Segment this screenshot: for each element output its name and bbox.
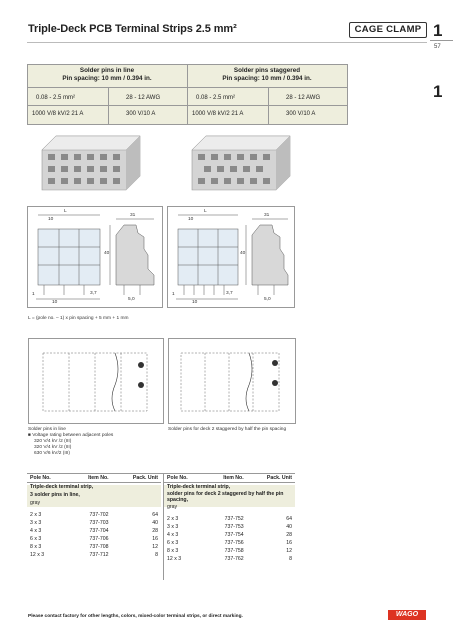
table-row: 2 x 3 737-702 64 <box>30 512 158 518</box>
desc-line: Triple-deck terminal strip, <box>30 484 94 490</box>
voltage-note: ■ Voltage rating between adjacent poles <box>28 433 114 438</box>
table-row: 6 x 3 737-706 16 <box>30 536 158 542</box>
dim-10b: 10 <box>52 300 58 305</box>
dim-50: 5,0 <box>264 297 271 302</box>
product-photo-inline <box>36 130 156 198</box>
dim-length: L <box>204 209 207 214</box>
spec-right-size: 0.08 - 2.5 mm² <box>196 95 236 101</box>
table-row: 4 x 3 737-754 28 <box>167 532 292 538</box>
col-pack: Pack. Unit <box>247 474 295 483</box>
table-row: 3 x 3 737-753 40 <box>167 524 292 530</box>
schematic-inline <box>28 338 164 424</box>
dim-31: 31 <box>264 213 270 218</box>
spec-left-awg: 28 - 12 AWG <box>126 95 161 101</box>
table-row: 12 x 3 737-762 8 <box>167 556 292 562</box>
col-pole: Pole No. <box>164 474 206 483</box>
spec-left-rating: 1000 V/8 kV/2 21 A <box>32 111 84 117</box>
dim-31: 31 <box>130 213 136 218</box>
order-divider <box>163 474 164 580</box>
bullet-icon: ■ <box>28 433 33 438</box>
spec-right-awg: 28 - 12 AWG <box>286 95 321 101</box>
dim-40: 40 <box>240 251 246 256</box>
dim-1: 1 <box>172 292 175 297</box>
tab-divider <box>430 40 453 41</box>
desc-line: 3 solder pins in line, <box>30 492 80 498</box>
chapter-tab-number: 1 <box>433 21 443 40</box>
schematic-right-caption: Solder pins for deck 2 staggered by half the pin spacing <box>168 427 287 432</box>
order-table-right <box>164 474 295 563</box>
dim-10b: 10 <box>192 300 198 305</box>
desc-line: gray <box>30 500 41 506</box>
wago-logo: WAGO <box>388 610 426 620</box>
spec-rule <box>28 105 347 106</box>
dim-37: 3,7 <box>90 291 97 296</box>
dimension-drawing-inline <box>27 206 163 308</box>
dim-length: L <box>64 209 67 214</box>
table-row: 4 x 3 737-704 28 <box>30 528 158 534</box>
dim-1: 1 <box>32 292 35 297</box>
header-rule <box>27 42 427 43</box>
dim-37: 3,7 <box>226 291 233 296</box>
col-item: Item No. <box>206 474 247 483</box>
side-chapter-number: 1 <box>433 82 443 101</box>
page-number: 57 <box>434 44 441 50</box>
dim-40: 40 <box>104 251 110 256</box>
spec-table <box>27 64 348 125</box>
col-pack: Pack. Unit <box>112 474 161 483</box>
table-row: 3 x 3 737-703 40 <box>30 520 158 526</box>
desc-line: solder pins for deck 2 staggered by half the pin spacing, <box>167 491 284 503</box>
col-item: Item No. <box>70 474 112 483</box>
desc-line: gray <box>167 504 178 510</box>
schematic-staggered <box>168 338 296 424</box>
dim-10: 10 <box>48 217 54 222</box>
spec-divider <box>187 65 188 124</box>
voltage-1: 320 V/4 kV /2 (III) <box>34 439 72 444</box>
spec-right-ul: 300 V/10 A <box>286 111 316 117</box>
col-pole: Pole No. <box>27 474 70 483</box>
spec-left-ul: 300 V/10 A <box>126 111 156 117</box>
dimension-drawing-staggered <box>167 206 295 308</box>
desc-line: Triple-deck terminal strip, <box>167 484 231 490</box>
page-title: Triple-Deck PCB Terminal Strips 2.5 mm² <box>28 23 237 35</box>
dim-10: 10 <box>188 217 194 222</box>
cage-clamp-logo: CAGE CLAMP <box>349 22 427 38</box>
spec-right-header: Solder pins staggered Pin spacing: 10 mm / 0.394 in. <box>222 67 312 82</box>
order-table-left <box>27 474 161 559</box>
table-row: 2 x 3 737-752 64 <box>167 516 292 522</box>
footer-note: Please contact factory for other lengths, colors, mixed-color terminal strips, or direct marking. <box>28 614 243 619</box>
spec-left-size: 0.08 - 2.5 mm² <box>36 95 76 101</box>
spec-left-header: Solder pins in line Pin spacing: 10 mm / 0.394 in. <box>62 67 152 82</box>
voltage-3: 630 V/6 kV/2 (III) <box>34 451 70 456</box>
table-row: 12 x 3 737-712 8 <box>30 552 158 558</box>
dim-50: 5,0 <box>128 297 135 302</box>
product-photo-staggered <box>186 130 306 198</box>
spec-right-rating: 1000 V/8 kV/2 21 A <box>192 111 244 117</box>
schematic-left-caption: Solder pins in line <box>28 427 66 432</box>
table-row: 8 x 3 737-708 12 <box>30 544 158 550</box>
table-row: 8 x 3 737-758 12 <box>167 548 292 554</box>
voltage-2: 320 V/4 kV /2 (III) <box>34 445 72 450</box>
spec-rule <box>28 87 347 88</box>
length-formula: L = (pole no. – 1) x pin spacing + 5 mm + 1 mm <box>28 316 129 321</box>
table-row: 6 x 3 737-756 16 <box>167 540 292 546</box>
